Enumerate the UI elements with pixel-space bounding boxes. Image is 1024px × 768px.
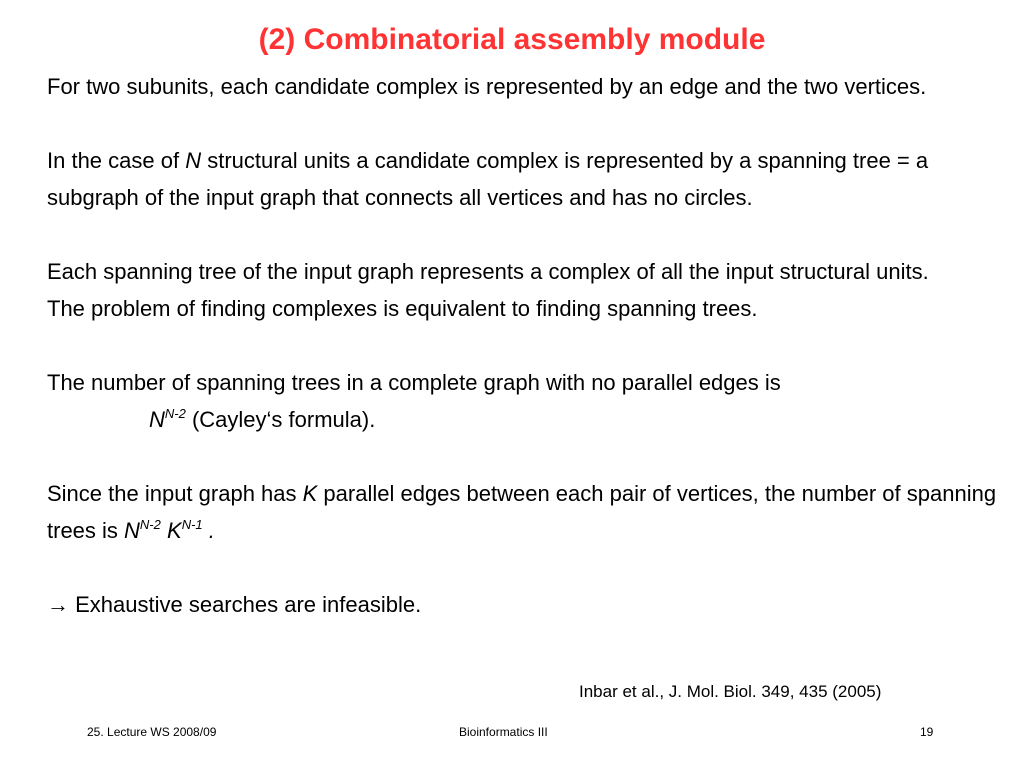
conclusion-text: Exhaustive searches are infeasible. [69,592,422,617]
paragraph-conclusion [47,586,1007,623]
text-fragment: In the case of [47,148,186,173]
formula-exponent: N-2 [139,517,161,532]
citation: Inbar et al., J. Mol. Biol. 349, 435 (2005) [579,682,882,701]
footer-page-number: 19 [920,725,934,739]
footer-course: Bioinformatics III [459,725,548,739]
paragraph-parallel-edges [47,475,1007,549]
text-fragment: . [202,518,215,543]
variable-n: N [185,148,202,173]
variable-k: K [302,481,318,506]
paragraph-spanning-tree [47,142,1007,216]
slide-body [47,68,1007,623]
formula-note: (Cayley‘s formula). [185,407,376,432]
text-fragment: parallel edges between each pair of vertices, the number of spanning trees is [47,481,997,543]
arrow-right-icon: → [47,592,69,617]
paragraph-number-of-trees: The number of spanning trees in a complete graph with no parallel edges is [47,370,781,395]
cayley-formula [47,401,1007,438]
paragraph-each-spanning-tree: Each spanning tree of the input graph represents a complex of all the input structural units. [47,259,929,284]
text-fragment: structural units a candidate complex is represented by a spanning tree = a subgraph of the input graph that connects all vertices and has no circles. [47,148,929,210]
text-fragment: Since the input graph has [47,481,303,506]
formula-exponent: N-1 [181,517,203,532]
formula-base: N [149,407,165,432]
formula-base: N [124,518,140,543]
formula-base: K [167,518,182,543]
slide-title: (2) Combinatorial assembly module [258,23,766,56]
footer-lecture: 25. Lecture WS 2008/09 [87,725,217,739]
formula-exponent: N-2 [164,406,186,421]
paragraph-problem-equivalence: The problem of finding complexes is equivalent to finding spanning trees. [47,296,758,321]
paragraph-two-subunits: For two subunits, each candidate complex is represented by an edge and the two vertices. [47,74,927,99]
